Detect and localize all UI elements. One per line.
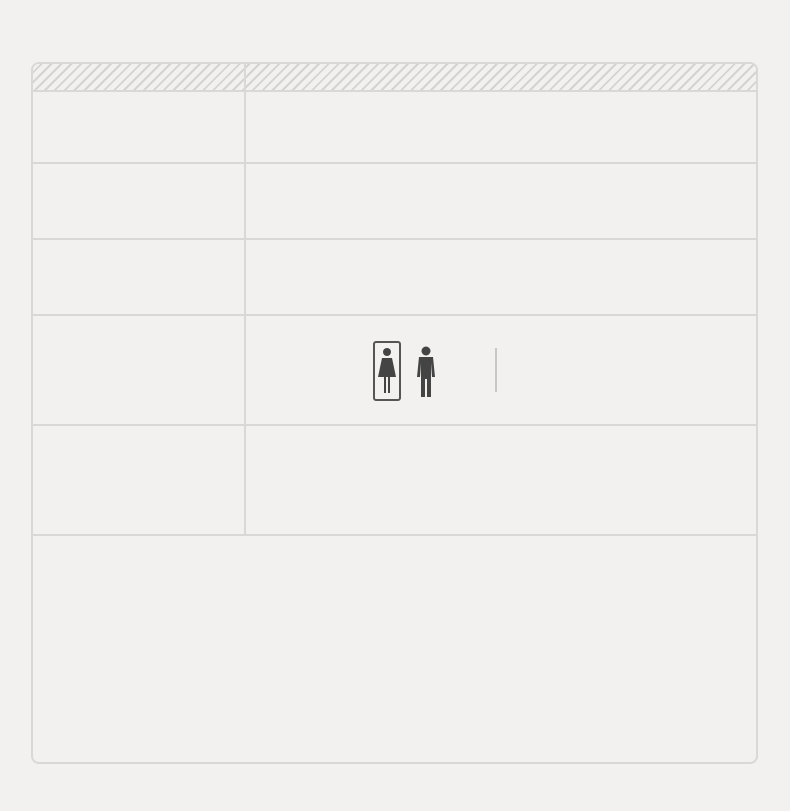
spec-card bbox=[31, 62, 758, 764]
row-divider bbox=[33, 424, 756, 426]
column-divider bbox=[244, 64, 246, 534]
row-divider bbox=[33, 162, 756, 164]
row-divider bbox=[33, 238, 756, 240]
size-divider bbox=[495, 348, 497, 392]
male-icon bbox=[413, 345, 439, 401]
row-divider bbox=[33, 534, 756, 536]
row-divider bbox=[33, 314, 756, 316]
hatched-header bbox=[33, 64, 756, 92]
female-icon bbox=[373, 341, 401, 401]
